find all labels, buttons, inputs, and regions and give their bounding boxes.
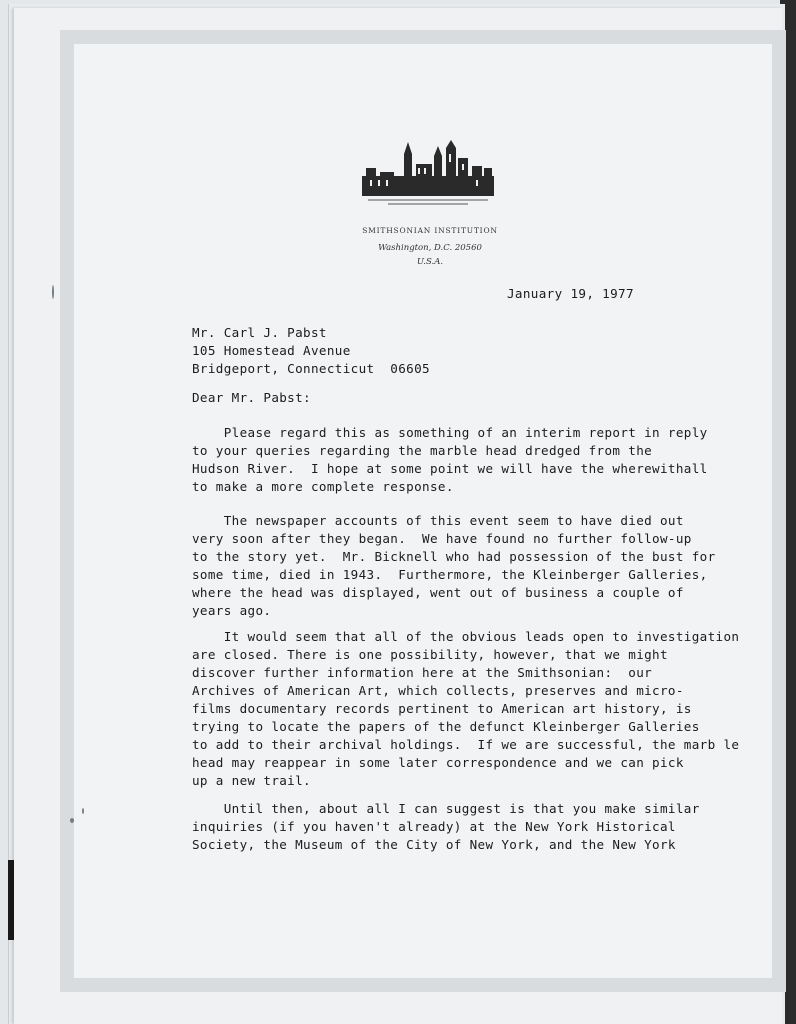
paragraph-line: are closed. There is one possibility, however, that we might bbox=[192, 647, 668, 662]
letterhead-country: U.S.A. bbox=[416, 257, 444, 267]
paragraph-line: where the head was displayed, went out of business a couple of bbox=[192, 585, 684, 600]
paragraph-line: Until then, about all I can suggest is that you make similar bbox=[192, 801, 700, 816]
paragraph-line: to your queries regarding the marble head dredged from the bbox=[192, 443, 653, 458]
scan-speck bbox=[82, 808, 84, 814]
paragraph-line: very soon after they began. We have found no further follow-up bbox=[192, 531, 692, 546]
paragraph-line: Hudson River. I hope at some point we will have the wherewithall bbox=[192, 461, 708, 476]
recipient-name: Mr. Carl J. Pabst bbox=[192, 325, 327, 340]
paragraph-line: The newspaper accounts of this event seem to have died out bbox=[192, 513, 684, 528]
paragraph-line: up a new trail. bbox=[192, 773, 311, 788]
recipient-city: Bridgeport, Connecticut 06605 bbox=[192, 361, 430, 376]
scan-speck bbox=[52, 285, 54, 299]
salutation: Dear Mr. Pabst: bbox=[192, 390, 311, 405]
castle-icon bbox=[358, 138, 498, 218]
paragraph-line: films documentary records pertinent to American art history, is bbox=[192, 701, 692, 716]
recipient-street: 105 Homestead Avenue bbox=[192, 343, 351, 358]
paragraph-line: years ago. bbox=[192, 603, 272, 618]
letterhead-organization: SMITHSONIAN INSTITUTION bbox=[362, 226, 498, 235]
paragraph-line: head may reappear in some later correspondence and we can pick bbox=[192, 755, 684, 770]
paragraph-line: inquiries (if you haven't already) at the New York Historical bbox=[192, 819, 676, 834]
letterhead-city: Washington, D.C. 20560 bbox=[378, 243, 482, 253]
paragraph-line: trying to locate the papers of the defunct Kleinberger Galleries bbox=[192, 719, 700, 734]
paragraph-line: to make a more complete response. bbox=[192, 479, 454, 494]
scan-speck bbox=[70, 818, 74, 823]
letter-date: January 19, 1977 bbox=[507, 286, 634, 301]
paragraph-line: Society, the Museum of the City of New York, and the New York bbox=[192, 837, 676, 852]
paragraph-line: Archives of American Art, which collects, preserves and micro- bbox=[192, 683, 684, 698]
paragraph-line: some time, died in 1943. Furthermore, the Kleinberger Galleries, bbox=[192, 567, 708, 582]
paragraph-line: It would seem that all of the obvious leads open to investigation bbox=[192, 629, 740, 644]
paragraph-line: to add to their archival holdings. If we are successful, the marb le bbox=[192, 737, 740, 752]
paragraph-line: to the story yet. Mr. Bicknell who had possession of the bust for bbox=[192, 549, 716, 564]
paragraph-line: Please regard this as something of an interim report in reply bbox=[192, 425, 708, 440]
paragraph-line: discover further information here at the Smithsonian: our bbox=[192, 665, 653, 680]
